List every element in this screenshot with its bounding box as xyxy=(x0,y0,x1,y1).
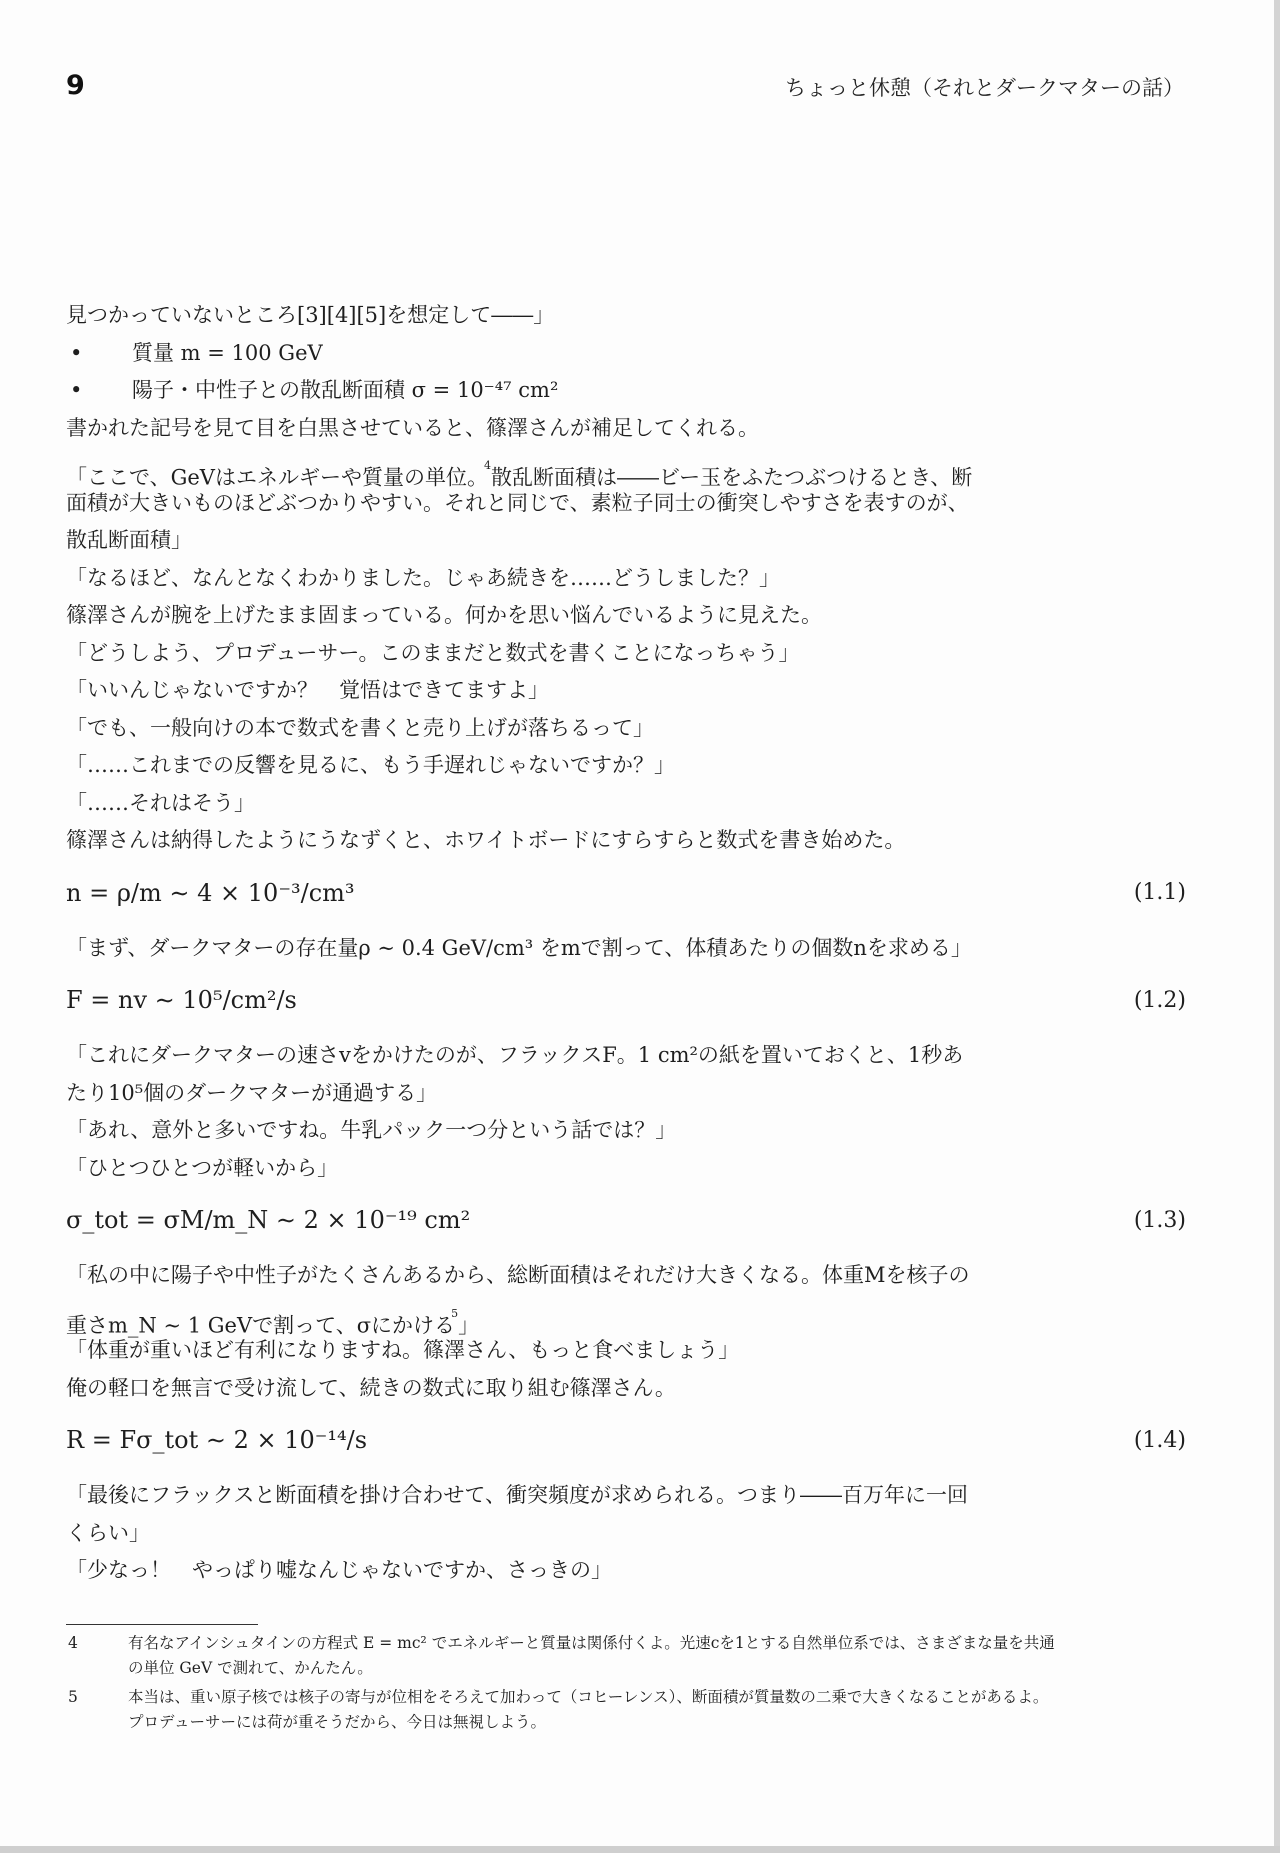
footnote xyxy=(66,1685,1186,1735)
equation xyxy=(66,1193,1186,1247)
bullet-text: 質量 m = 100 GeV xyxy=(132,340,323,365)
equation-expression: R = Fσ_tot ∼ 2 × 10⁻¹⁴/s xyxy=(66,1426,368,1454)
equation-number: (1.2) xyxy=(1133,987,1186,1013)
footnote-mark: 5 xyxy=(451,1306,459,1320)
equation-expression: n = ρ/m ∼ 4 × 10⁻³/cm³ xyxy=(66,878,355,907)
footnote-mark: 4 xyxy=(483,459,491,472)
line-text: 」 xyxy=(458,1312,480,1337)
paragraph-line: 「体重が重いほど有利になりますね。篠澤さん、もっと食べましょう」 xyxy=(66,1338,740,1362)
bullet-item xyxy=(66,335,1186,373)
paragraph-line: 「……これまでの反響を見るに、もう手遅れじゃないですか？」 xyxy=(66,753,675,777)
paragraph-line: 書かれた記号を見て目を白黒させていると、篠澤さんが補足してくれる。 xyxy=(66,415,759,440)
equation-number: (1.1) xyxy=(1133,880,1186,905)
running-head: ちょっと休憩（それとダークマターの話） xyxy=(785,76,1184,100)
paragraph-line: 面積が大きいものほどぶつかりやすい。それと同じで、素粒子同士の衝突しやすさを表すのが、 xyxy=(66,490,969,515)
paragraph-line: たり10⁵個のダークマターが通過する」 xyxy=(66,1080,438,1105)
line-text: 散乱断面積は――ビー玉をふたつぶつけるとき、断 xyxy=(490,465,973,490)
paragraph-line: 「最後にフラックスと断面積を掛け合わせて、衝突頻度が求められる。つまり――百万年に一回 xyxy=(66,1483,968,1507)
paragraph-line xyxy=(66,447,1186,490)
paragraph-line: 「あれ、意外と多いですね。牛乳パック一つ分という話では？」 xyxy=(66,1118,677,1142)
paragraph-line: 「まず、ダークマターの存在量ρ ∼ 0.4 GeV/cm³ をmで割って、体積あたりの個数nを求める」 xyxy=(66,935,972,960)
equation xyxy=(66,866,1186,920)
equation xyxy=(66,1413,1186,1467)
paragraph-line: 「どうしよう、プロデューサー。このままだと数式を書くことになっちゃう」 xyxy=(66,640,800,665)
footnote-number: 5 xyxy=(68,1688,78,1706)
equation-number: (1.3) xyxy=(1133,1207,1186,1233)
paragraph-line: 篠澤さんは納得したようにうなずくと、ホワイトボードにすらすらと数式を書き始めた。 xyxy=(66,828,906,852)
bullet-dot-icon: • xyxy=(70,378,83,402)
line-text: 重さm_N ∼ 1 GeVで割って、σにかける xyxy=(66,1312,456,1337)
paragraph-line: 「……それはそう」 xyxy=(66,790,255,815)
footnote xyxy=(66,1631,1186,1681)
bullet-item xyxy=(66,372,1186,410)
page-edge xyxy=(1274,0,1280,1853)
paragraph-line: くらい」 xyxy=(66,1520,150,1545)
paragraph-line: 「ひとつひとつが軽いから」 xyxy=(66,1155,339,1180)
paragraph-line: 「でも、一般向けの本で数式を書くと売り上げが落ちるって」 xyxy=(66,715,654,740)
footnote-rule xyxy=(66,1624,258,1625)
page-edge xyxy=(0,1846,1280,1853)
page-number: 9 xyxy=(66,70,85,101)
paragraph-line: 俺の軽口を無言で受け流して、続きの数式に取り組む篠澤さん。 xyxy=(66,1375,676,1400)
footnote-text: 本当は、重い原子核では核子の寄与が位相をそろえて加わって（コヒーレンス）、断面積が質量数の二乗で大きくなることがあるよ。プロデューサーには荷が重そうだから、今日は無視しよう。 xyxy=(128,1688,1049,1731)
paragraph-line: 「少なっ！ やっぱり嘘なんじゃないですか、さっきの」 xyxy=(66,1558,612,1582)
paragraph-line: 「いいんじゃないですか？ 覚悟はできてますよ」 xyxy=(66,678,549,702)
paragraph-line: 篠澤さんが腕を上げたまま固まっている。何かを思い悩んでいるように見えた。 xyxy=(66,603,822,627)
equation xyxy=(66,973,1186,1027)
footnote-number: 4 xyxy=(68,1634,78,1652)
bullet-dot-icon: • xyxy=(70,340,83,365)
footnote-text: 有名なアインシュタインの方程式 E = mc² でエネルギーと質量は関係付くよ。光速cを1とする自然単位系では、さまざまな量を共通の単位 GeV で測れて、かんたん。 xyxy=(128,1634,1055,1677)
paragraph-line: 「なるほど、なんとなくわかりました。じゃあ続きを……どうしました？」 xyxy=(66,565,780,590)
paragraph-line: 「これにダークマターの速さvをかけたのが、フラックスF。1 cm²の紙を置いておくと、1秒あ xyxy=(66,1043,964,1067)
paragraph-line: 「私の中に陽子や中性子がたくさんあるから、総断面積はそれだけ大きくなる。体重Mを核子の xyxy=(66,1263,970,1287)
paragraph-line xyxy=(66,1295,1186,1337)
equation-expression: σ_tot = σM/m_N ∼ 2 × 10⁻¹⁹ cm² xyxy=(66,1206,471,1234)
footnotes xyxy=(66,1624,1186,1739)
bullet-text: 陽子・中性子との散乱断面積 σ = 10⁻⁴⁷ cm² xyxy=(132,378,559,402)
paragraph-line: 散乱断面積」 xyxy=(66,528,192,552)
body-text xyxy=(66,297,1186,1590)
line-text: 「ここで、GeVはエネルギーや質量の単位。 xyxy=(66,465,488,490)
paragraph-line: 見つかっていないところ[3][4][5]を想定して――」 xyxy=(66,303,555,327)
equation-number: (1.4) xyxy=(1133,1427,1186,1453)
equation-expression: F = nv ∼ 10⁵/cm²/s xyxy=(66,986,297,1014)
